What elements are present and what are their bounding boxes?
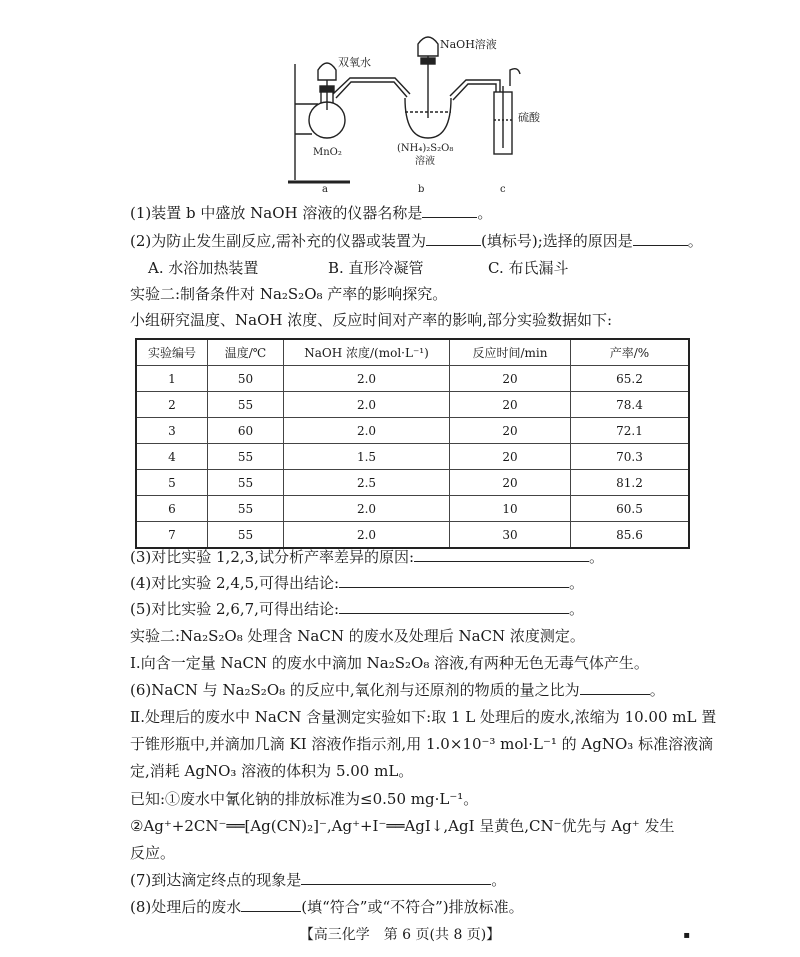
col-conc-header: NaOH 浓度/(mol·L⁻¹) <box>284 339 450 366</box>
question-1: (1)装置 b 中盛放 NaOH 溶液的仪器名称是 。 <box>130 204 493 222</box>
label-ammonium: (NH₄)₂S₂O₈ <box>397 143 454 154</box>
experiment-2-title: 实验二:制备条件对 Na₂S₂O₈ 产率的影响探究。 <box>130 285 448 303</box>
funnel-b <box>418 37 438 56</box>
question-5: (5)对比实验 2,6,7,可得出结论: 。 <box>130 600 585 618</box>
table-row: 4 55 1.5 20 70.3 <box>136 444 689 470</box>
table-row: 6 55 2.0 10 60.5 <box>136 496 689 522</box>
label-acid: 硫酸 <box>518 111 540 124</box>
part-2-line-1: Ⅱ.处理后的废水中 NaCN 含量测定实验如下:取 1 L 处理后的废水,浓缩为 10.00 mL 置 <box>130 708 717 726</box>
question-6: (6)NaCN 与 Na₂S₂O₈ 的反应中,氧化剂与还原剂的物质的量之比为 。 <box>130 681 665 699</box>
label-peroxide: 双氧水 <box>338 56 371 69</box>
apparatus-figure <box>0 0 800 198</box>
part-2-line-2: 于锥形瓶中,并滴加几滴 KI 溶液作指示剂,用 1.0×10⁻³ mol·L⁻¹ 的 AgNO₃ 标准溶液滴 <box>130 735 714 753</box>
answer-blank-q7[interactable] <box>301 870 491 885</box>
table-intro: 小组研究温度、NaOH 浓度、反应时间对产率的影响,部分实验数据如下: <box>130 311 613 329</box>
part-1: Ⅰ.向含一定量 NaCN 的废水中滴加 Na₂S₂O₈ 溶液,有两种无色无毒气体产生。 <box>130 654 649 672</box>
experiment-3-title: 实验二:Na₂S₂O₈ 处理含 NaCN 的废水及处理后 NaCN 浓度测定。 <box>130 627 585 645</box>
option-a: A. 水浴加热装置 <box>148 259 259 277</box>
table-header-row <box>136 339 689 366</box>
answer-blank-q2b[interactable] <box>633 231 688 246</box>
label-a: a <box>322 184 328 195</box>
col-yield-header: 产率/% <box>571 339 690 366</box>
known-line-3: 反应。 <box>130 844 176 862</box>
known-line-1: 已知:①废水中氰化钠的排放标准为≤0.50 mg·L⁻¹。 <box>130 790 479 808</box>
question-8: (8)处理后的废水 (填“符合”或“不符合”)排放标准。 <box>130 898 524 916</box>
answer-blank-q3[interactable] <box>414 547 589 562</box>
tube-a-b <box>333 78 410 94</box>
known-line-2: ②Ag⁺+2CN⁻══[Ag(CN)₂]⁻,Ag⁺+I⁻══AgI↓,AgI 呈黄色,CN⁻优先与 Ag⁺ 发生 <box>130 817 675 835</box>
answer-blank-q6[interactable] <box>580 680 650 695</box>
question-3: (3)对比实验 1,2,3,试分析产率差异的原因: 。 <box>130 548 605 566</box>
label-naoh: NaOH溶液 <box>440 38 497 51</box>
funnel-a <box>318 63 336 80</box>
table-row: 2 55 2.0 20 78.4 <box>136 392 689 418</box>
answer-blank-q1[interactable] <box>422 203 477 218</box>
label-mno2: MnO₂ <box>313 147 342 158</box>
col-id-header: 实验编号 <box>136 339 208 366</box>
label-b: b <box>418 184 425 195</box>
part-2-line-3: 定,消耗 AgNO₃ 溶液的体积为 5.00 mL。 <box>130 762 414 780</box>
answer-blank-q8[interactable] <box>241 897 301 912</box>
corner-mark: ▪ <box>683 930 690 941</box>
col-temp-header: 温度/℃ <box>208 339 284 366</box>
col-time-header: 反应时间/min <box>450 339 571 366</box>
answer-blank-q4[interactable] <box>339 573 569 588</box>
label-c: c <box>500 184 506 195</box>
answer-blank-q5[interactable] <box>339 599 569 614</box>
results-table <box>135 338 690 549</box>
option-c: C. 布氏漏斗 <box>488 259 569 277</box>
answer-blank-q2a[interactable] <box>426 231 481 246</box>
question-2: (2)为防止发生副反应,需补充的仪器或装置为 (填标号);选择的原因是 。 <box>130 232 703 250</box>
option-b: B. 直形冷凝管 <box>328 259 424 277</box>
page-footer: 【高三化学 第 6 页(共 8 页)】 <box>299 927 501 943</box>
question-4: (4)对比实验 2,4,5,可得出结论: 。 <box>130 574 585 592</box>
question-7: (7)到达滴定终点的现象是 。 <box>130 871 507 889</box>
table-row: 7 55 2.0 30 85.6 <box>136 522 689 549</box>
table-row: 5 55 2.5 20 81.2 <box>136 470 689 496</box>
tube-b-c <box>450 80 500 96</box>
table-row: 1 50 2.0 20 65.2 <box>136 366 689 392</box>
table-row: 3 60 2.0 20 72.1 <box>136 418 689 444</box>
label-solution: 溶液 <box>415 156 435 167</box>
